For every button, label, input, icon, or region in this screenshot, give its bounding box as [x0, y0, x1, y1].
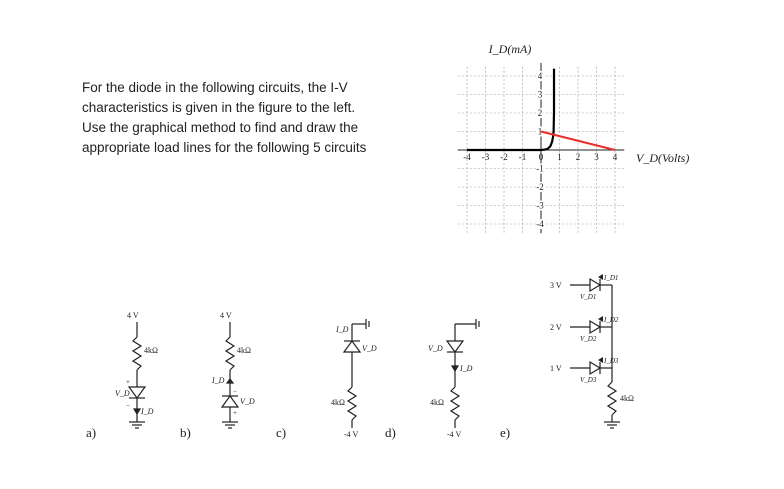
resistor-icon — [133, 337, 141, 370]
current-arrow-icon — [134, 409, 140, 414]
circuit-d-label: d) — [385, 425, 396, 440]
circuit-e-vd3: V_D3 — [580, 376, 597, 384]
circuit-d-resistor: 4kΩ — [430, 398, 444, 407]
circuit-a-minus: − — [126, 402, 130, 410]
circuit-d-voltage: -4 V — [447, 430, 462, 439]
circuit-c — [344, 319, 369, 428]
circuit-a-plus: + — [126, 378, 130, 386]
y-tick-label: -4 — [536, 219, 544, 229]
circuit-e-resistor: 4kΩ — [620, 394, 634, 403]
circuit-e-id2: I_D2 — [604, 316, 619, 324]
circuit-c-voltage: -4 V — [344, 430, 359, 439]
diode-icon — [222, 396, 238, 407]
circuit-a-voltage: 4 V — [127, 311, 139, 320]
y-tick-label: 3 — [537, 89, 543, 100]
circuit-a-resistor: 4kΩ — [144, 346, 158, 355]
y-tick-label: -3 — [536, 200, 544, 211]
diode-icon — [129, 387, 145, 398]
diode-icon — [590, 321, 600, 333]
x-tick-label: 1 — [557, 152, 562, 162]
circuit-d-id: I_D — [460, 364, 473, 373]
circuit-c-resistor: 4kΩ — [331, 398, 345, 407]
circuit-b-voltage: 4 V — [220, 311, 232, 320]
resistor-icon — [226, 337, 234, 370]
circuit-e-v3: 1 V — [550, 364, 562, 373]
diode-icon — [447, 341, 463, 352]
circuit-e — [570, 279, 620, 428]
circuit-d — [447, 319, 479, 428]
x-tick-label: 2 — [575, 152, 581, 162]
circuit-b-id: I_D — [212, 376, 225, 385]
circuit-a-label: a) — [86, 425, 97, 440]
circuit-e-v1: 3 V — [550, 281, 562, 290]
x-tick-label: 3 — [594, 152, 599, 162]
circuit-b-label: b) — [180, 425, 191, 440]
prompt-line: appropriate load lines for the following 5 circuits — [82, 140, 367, 155]
x-tick-label: 0 — [538, 152, 544, 162]
circuit-e-vd1: V_D1 — [580, 293, 597, 301]
prompt-line: Use the graphical method to find and draw the — [82, 120, 359, 135]
prompt-line: For the diode in the following circuits, the I-V — [82, 80, 348, 95]
circuit-e-id1: I_D1 — [604, 274, 619, 282]
x-tick-label: -1 — [518, 152, 527, 162]
y-tick-label: -1 — [536, 163, 544, 174]
diode-icon — [590, 362, 600, 374]
circuit-e-vd2: V_D2 — [580, 335, 597, 343]
circuit-d-vd: V_D — [428, 344, 443, 353]
x-axis-label: V_D(Volts) — [636, 151, 690, 165]
circuit-c-label: c) — [276, 425, 287, 440]
x-tick-label: -4 — [463, 152, 471, 162]
circuit-b-resistor: 4kΩ — [237, 346, 251, 355]
diode-icon — [590, 279, 600, 291]
resistor-icon — [451, 387, 459, 420]
y-tick-label: 4 — [537, 71, 543, 81]
circuit-c-id: I_D — [336, 325, 349, 334]
x-tick-label: 4 — [612, 152, 618, 162]
x-tick-label: -2 — [500, 152, 508, 162]
iv-chart — [458, 42, 690, 233]
prompt-line: characteristics is given in the figure to the left. — [82, 100, 356, 115]
circuit-a-vd: V_D — [115, 389, 130, 398]
y-tick-label: 1 — [537, 126, 543, 137]
resistor-icon — [348, 387, 356, 420]
y-tick-label: -2 — [536, 182, 544, 192]
current-arrow-icon — [227, 379, 233, 383]
diode-icon — [344, 341, 360, 352]
current-arrow-icon — [452, 366, 458, 371]
resistor-icon — [608, 382, 616, 415]
circuit-b-minus: − — [233, 388, 237, 396]
circuit-e-label: e) — [500, 425, 511, 440]
y-axis-label: I_D(mA) — [488, 42, 532, 56]
circuit-b-vd: V_D — [240, 397, 255, 406]
circuit-b-plus: + — [233, 409, 237, 417]
circuit-e-id3: I_D3 — [604, 357, 619, 365]
circuit-c-vd: V_D — [362, 344, 377, 353]
y-tick-label: 2 — [537, 108, 543, 118]
circuit-e-v2: 2 V — [550, 323, 562, 332]
x-tick-label: -3 — [481, 152, 490, 162]
circuit-a-id: I_D — [141, 407, 154, 416]
